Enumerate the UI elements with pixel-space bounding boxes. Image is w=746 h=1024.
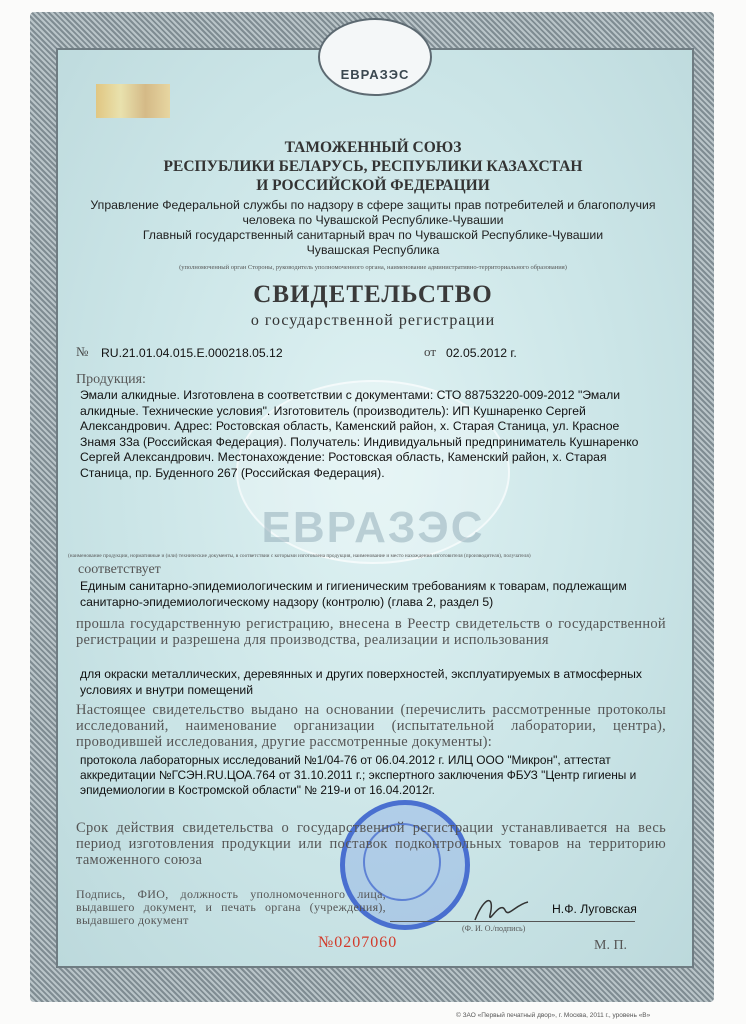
signatory-name: Н.Ф. Луговская (552, 902, 637, 916)
union-line: ТАМОЖЕННЫЙ СОЮЗ (284, 139, 462, 156)
union-title (60, 138, 686, 195)
logo-text: ЕВРАЗЭС (340, 67, 410, 82)
date-label: от (424, 344, 437, 359)
signature-label: Подпись, ФИО, должность уполномоченного лица, выдавшего документ, и печать органа (учреждения), выдавшего документ (76, 887, 386, 927)
registration-label: прошла государственную регистрацию, внесена в Реестр свидетельств о государственной регистрации и разрешена для производства, реализации и использования (76, 616, 666, 648)
conformity-label: соответствует (78, 562, 161, 577)
number-label: № (76, 344, 89, 359)
printer-imprint: © ЗАО «Первый печатный двор», г. Москва, 2011 г., уровень «В» (456, 1012, 651, 1019)
union-line: РЕСПУБЛИКИ БЕЛАРУСЬ, РЕСПУБЛИКИ КАЗАХСТАН (163, 158, 583, 175)
seal-place-label: М. П. (594, 938, 628, 953)
authority-line: Управление Федеральной службы по надзору в сфере защиты прав потребителей и благополучия (90, 198, 656, 212)
registration-number: RU.21.01.04.015.E.000218.05.12 (101, 346, 283, 360)
registration-usage: для окраски металлических, деревянных и других поверхностей, эксплуатируемых в атмосферных условиях и внутри помещений (80, 667, 642, 697)
document-title: СВИДЕТЕЛЬСТВО (253, 281, 493, 308)
watermark-text: ЕВРАЗЭС (261, 503, 485, 552)
eurasec-logo (318, 18, 432, 96)
signature-line (390, 921, 635, 922)
product-caption: (наименование продукции, нормативные и (или) технические документы, в соответствии с которыми изготовлена продукция, наименование и место нахождения изготовителя (производителя), получателя) (68, 553, 531, 559)
union-line: И РОССИЙСКОЙ ФЕДЕРАЦИИ (256, 177, 490, 194)
signature-caption: (Ф. И. О./подпись) (462, 924, 526, 933)
document-subtitle: о государственной регистрации (250, 312, 496, 329)
registration-date: 02.05.2012 г. (446, 346, 517, 360)
form-serial-number: №0207060 (318, 934, 398, 951)
authority-line: Главный государственный санитарный врач по Чувашской Республике-Чувашии (142, 228, 604, 242)
basis-text: протокола лабораторных исследований №1/04-76 от 06.04.2012 г. ИЛЦ ООО "Микрон", аттестат аккредитации №ГСЭН.RU.ЦОА.764 от 31.10.2011 г.; экспертного заключения ФБУЗ "Центр гигиены и эпидемиологии в Костромской области" № 219-и от 16.04.2012г. (80, 753, 637, 797)
validity-text: Срок действия свидетельства о государственной регистрации устанавливается на весь период изготовления продукции или поставок подконтрольных товаров на территорию таможенного союза (76, 820, 666, 868)
basis-label: Настоящее свидетельство выдано на основании (перечислить рассмотренные протоколы исследований, наименование организации (испытательной лаборатории, центра), проводившей исследования, другие рассмотренные документы): (76, 702, 666, 750)
product-label: Продукция: (76, 372, 146, 387)
conformity-text: Единым санитарно-эпидемиологическим и гигиеническим требованиям к товарам, подлежащим санитарно-эпидемиологическому надзору (контролю) (глава 2, раздел 5) (80, 579, 627, 609)
product-text: Эмали алкидные. Изготовлена в соответствии с документами: СТО 88753220-009-2012 "Эмали алкидные. Технические условия". Изготовитель (производитель): ИП Кушнаренко Сергей Александрович. Адрес: Ростовская область, Каменский район, х. Старая Станица, ул. Красное Знамя 33а (Российская Федерация). Получатель: Индивидуальный предприниматель Кушнаренко Сергей Александрович. Местонахождение: Ростовская область, Каменский район, х. Старая Станица, пр. Буденного 267 (Российская Федерация). (80, 388, 639, 480)
authority (60, 198, 686, 258)
authority-line: человека по Чувашской Республике-Чувашии (242, 213, 504, 227)
authority-caption: (уполномоченный орган Стороны, руководитель уполномоченного органа, наименование административно-территориального образования) (179, 264, 567, 271)
hologram (96, 84, 170, 118)
authority-line: Чувашская Республика (306, 243, 440, 257)
